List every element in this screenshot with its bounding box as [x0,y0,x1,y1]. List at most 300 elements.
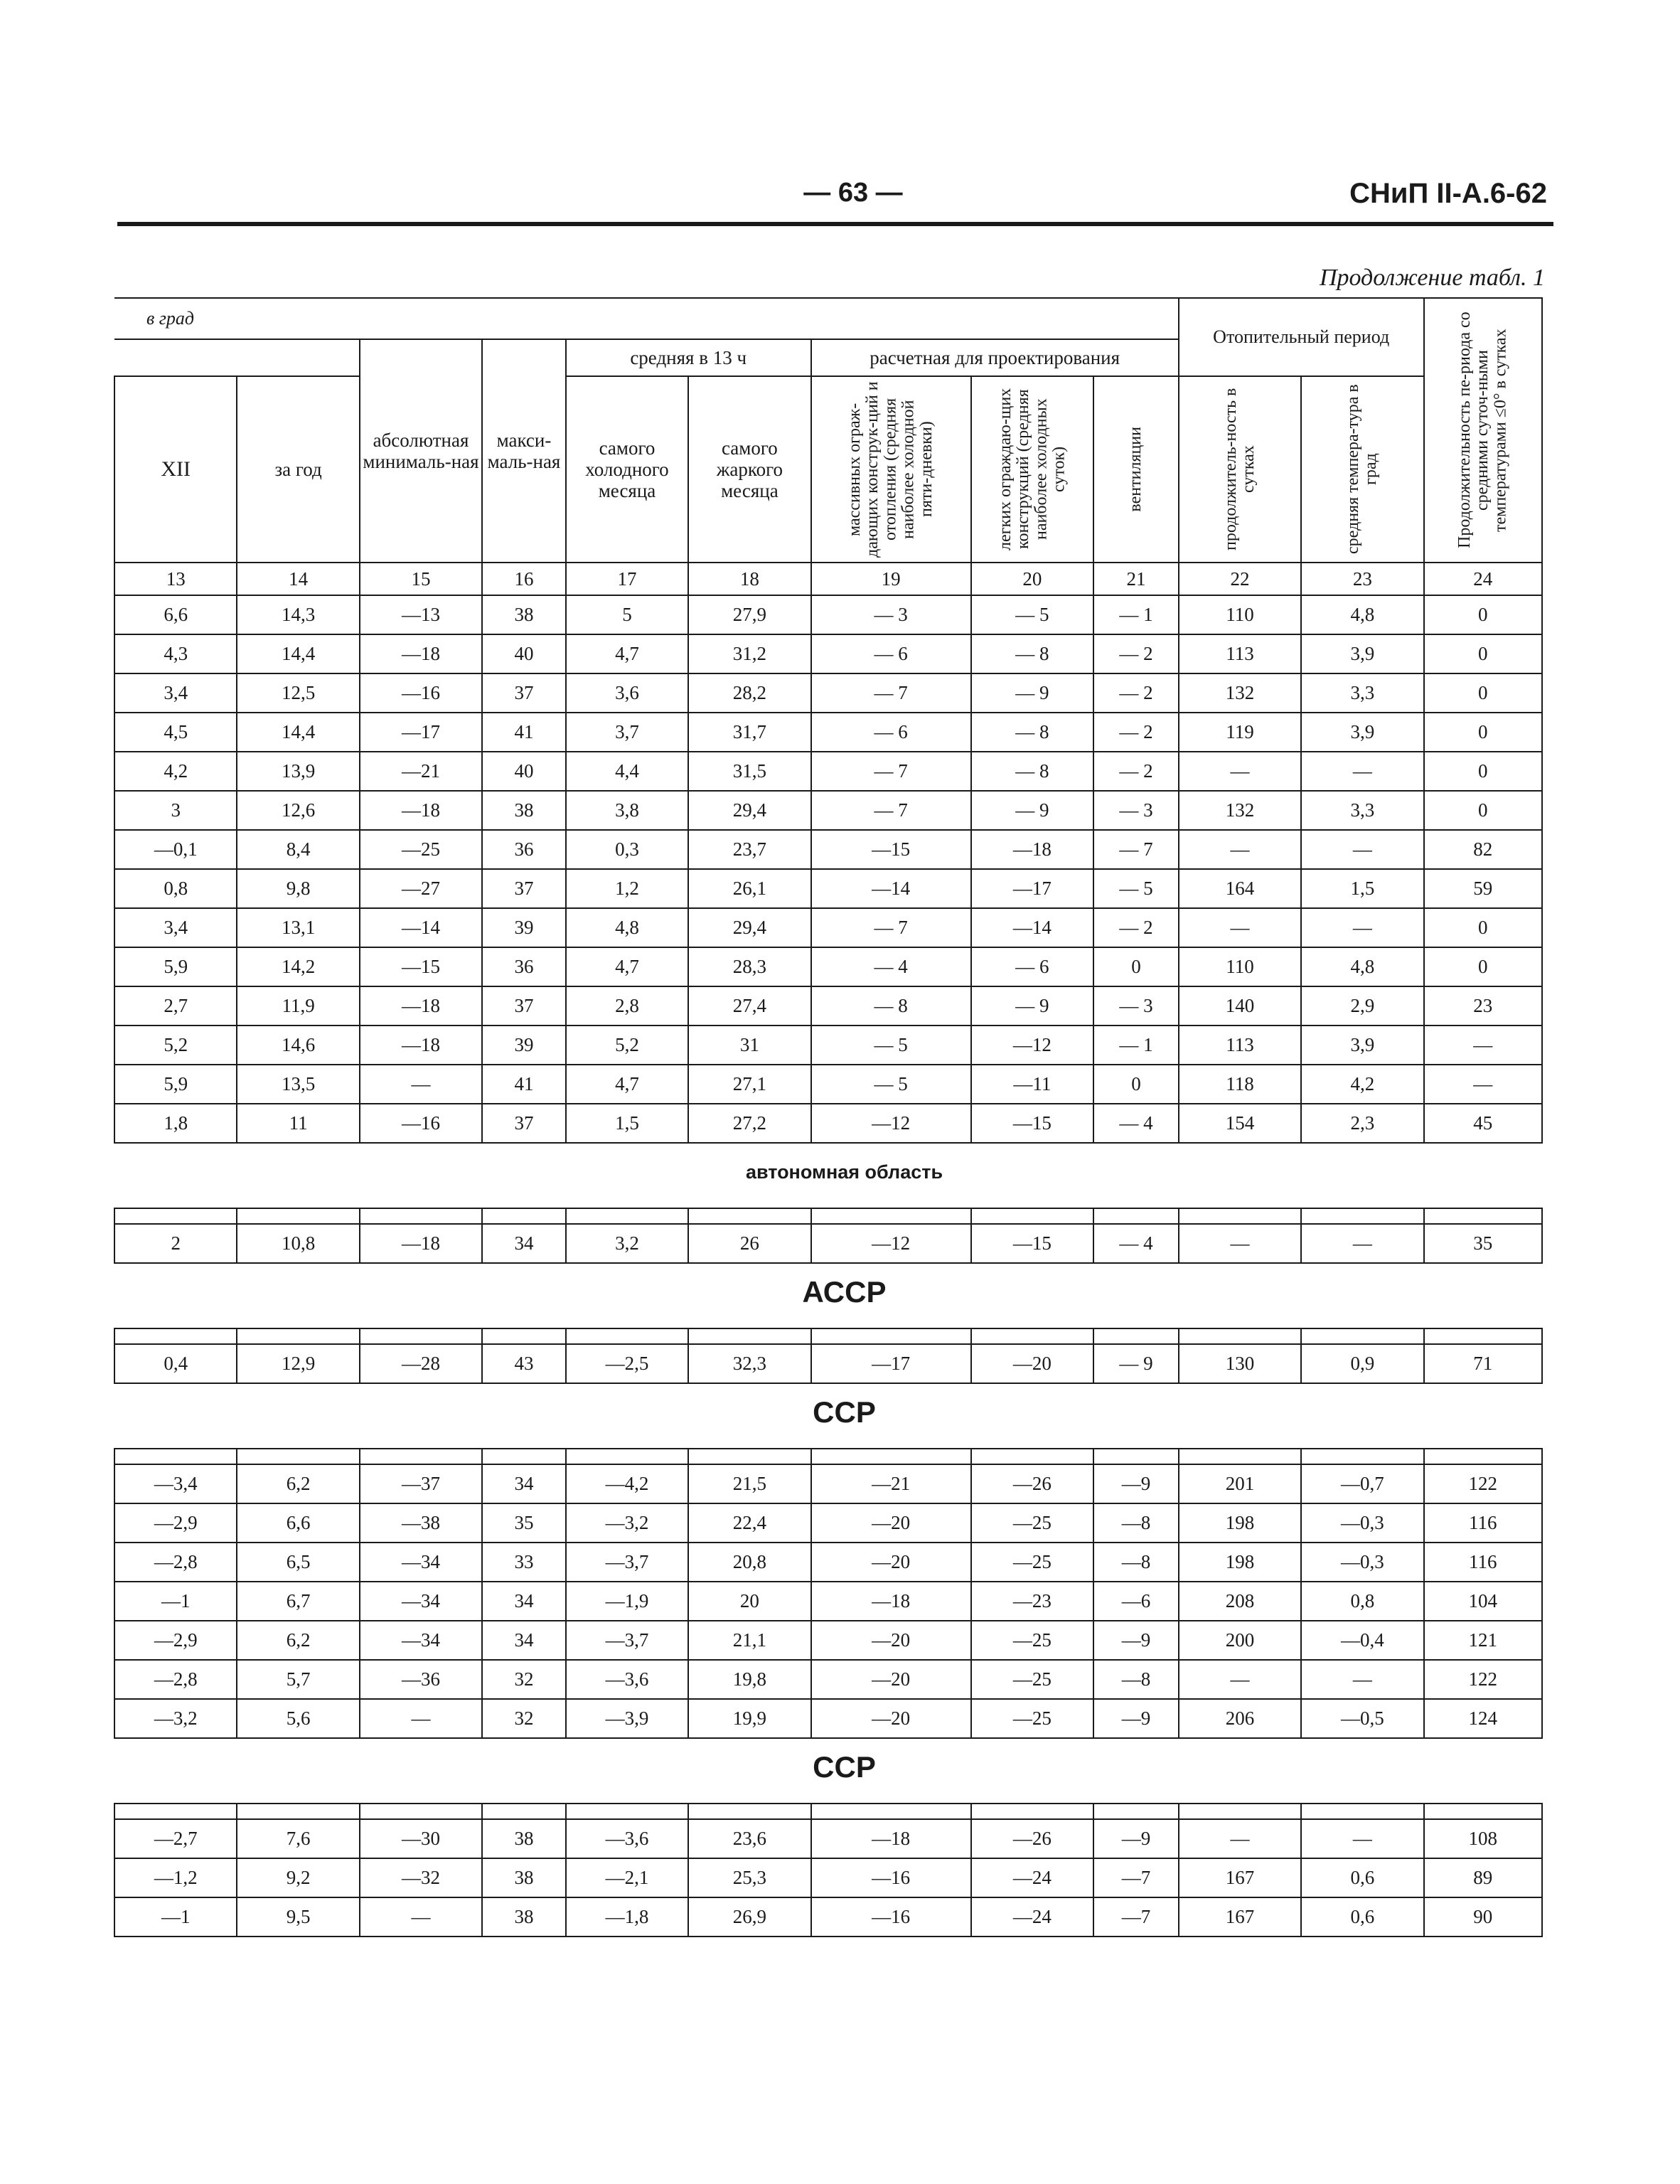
spacer-cell [1424,1328,1542,1344]
table-cell: — [1424,1026,1542,1065]
table-cell: —2,1 [566,1858,688,1897]
spacer-cell [971,1208,1093,1224]
table-cell: 6,6 [237,1503,359,1543]
table-cell: —9 [1093,1699,1179,1738]
table-cell: —28 [360,1344,482,1383]
spacer-cell [360,1804,482,1819]
table-row [114,986,1542,1026]
column-numbers-row [114,563,1542,595]
table-cell: —3,7 [566,1543,688,1582]
table-cell: 38 [482,1858,566,1897]
table-cell: —18 [360,986,482,1026]
table-cell: 108 [1424,1819,1542,1858]
table-cell: 39 [482,908,566,947]
table-cell: 43 [482,1344,566,1383]
table-cell: — [360,1065,482,1104]
table-cell: 14,4 [237,713,359,752]
table-cell: —3,7 [566,1621,688,1660]
table-cell: —0,3 [1301,1543,1423,1582]
table-cell: —23 [971,1582,1093,1621]
section-heading-row [114,1738,1542,1804]
spacer-cell [971,1328,1093,1344]
table-cell: —16 [811,1897,971,1937]
table-cell: 1,2 [566,869,688,908]
table-cell: 3,2 [566,1224,688,1263]
table-cell: 3,3 [1301,673,1423,713]
table-cell: —14 [971,908,1093,947]
table-cell: — 2 [1093,673,1179,713]
table-cell: —26 [971,1819,1093,1858]
spacer-cell [482,1208,566,1224]
section-heading: АССР [802,1275,887,1309]
section-spacer [114,1804,1542,1819]
table-cell: —15 [811,830,971,869]
table-cell: 10,8 [237,1224,359,1263]
table-cell: —27 [360,869,482,908]
table-cell: 200 [1179,1621,1301,1660]
table-cell: — [1301,1224,1423,1263]
spacer-cell [1093,1208,1179,1224]
header-blank [114,339,360,376]
table-cell: —0,7 [1301,1464,1423,1503]
table-cell: — [1179,1224,1301,1263]
spacer-cell [811,1328,971,1344]
table-cell: —20 [811,1543,971,1582]
table-cell: —34 [360,1621,482,1660]
table-cell: —2,5 [566,1344,688,1383]
table-cell: 4,8 [1301,947,1423,986]
table-cell: 167 [1179,1897,1301,1937]
table-cell: 9,5 [237,1897,359,1937]
table-cell: 21,5 [688,1464,810,1503]
table-row [114,1344,1542,1383]
table-cell: —38 [360,1503,482,1543]
table-cell: —18 [360,634,482,673]
table-cell: —17 [811,1344,971,1383]
table-cell: — 4 [1093,1104,1179,1143]
table-cell: 23,6 [688,1819,810,1858]
table-cell: 29,4 [688,908,810,947]
table-cell: 2,7 [114,986,237,1026]
table-cell: 0 [1424,673,1542,713]
group-design-header: расчетная для проектирования [811,339,1179,376]
table-cell: 4,5 [114,713,237,752]
table-row [114,673,1542,713]
col-20-label: легких ограждаю-щих конструкций (средняя наиболее холодных суток) [995,388,1069,551]
table-cell: —2,9 [114,1621,237,1660]
table-cell: —17 [971,869,1093,908]
table-cell: 27,4 [688,986,810,1026]
table-cell: 41 [482,713,566,752]
table-cell: — 1 [1093,595,1179,634]
table-cell: 31,2 [688,634,810,673]
table-cell: 122 [1424,1660,1542,1699]
table-cell: —8 [1093,1660,1179,1699]
table-cell: 113 [1179,634,1301,673]
table-cell: 3,3 [1301,791,1423,830]
table-cell: —3,6 [566,1660,688,1699]
table-cell: 4,2 [1301,1065,1423,1104]
table-cell: 39 [482,1026,566,1065]
table-row [114,752,1542,791]
table-cell: — 6 [811,713,971,752]
table-row [114,830,1542,869]
table-cell: 38 [482,595,566,634]
table-cell: 36 [482,947,566,986]
table-cell: — 2 [1093,634,1179,673]
table-cell: 116 [1424,1503,1542,1543]
table-cell: 167 [1179,1858,1301,1897]
table-cell: —3,2 [114,1699,237,1738]
table-cell: —25 [971,1699,1093,1738]
table-cell: 32 [482,1660,566,1699]
table-cell: —14 [360,908,482,947]
table-cell: —20 [811,1660,971,1699]
table-cell: 20 [688,1582,810,1621]
table-cell: — [1179,830,1301,869]
spacer-cell [1301,1328,1423,1344]
table-cell: 0,4 [114,1344,237,1383]
spacer-cell [1179,1449,1301,1464]
table-cell: 198 [1179,1543,1301,1582]
section-heading-row [114,1263,1542,1328]
spacer-cell [1179,1328,1301,1344]
column-number: 18 [688,563,810,595]
table-cell: — [1301,1660,1423,1699]
column-number: 17 [566,563,688,595]
table-cell: 27,2 [688,1104,810,1143]
table-cell: 0,9 [1301,1344,1423,1383]
table-cell: 27,9 [688,595,810,634]
spacer-cell [971,1449,1093,1464]
col-22-header [1179,376,1301,563]
table-cell: — [1179,752,1301,791]
table-cell: — 9 [1093,1344,1179,1383]
table-cell: —4,2 [566,1464,688,1503]
table-cell: — 4 [1093,1224,1179,1263]
table-cell: 31,7 [688,713,810,752]
table-row [114,1699,1542,1738]
column-number: 22 [1179,563,1301,595]
table-row [114,595,1542,634]
table-cell: —6 [1093,1582,1179,1621]
table-cell: 0,8 [114,869,237,908]
table-cell: 37 [482,869,566,908]
table-cell: —30 [360,1819,482,1858]
spacer-cell [1179,1208,1301,1224]
table-cell: —9 [1093,1621,1179,1660]
table-cell: —1 [114,1582,237,1621]
spacer-cell [1301,1208,1423,1224]
table-cell: —18 [811,1819,971,1858]
table-cell: 0 [1424,947,1542,986]
spacer-cell [360,1208,482,1224]
table-cell: 5,7 [237,1660,359,1699]
table-cell: 12,9 [237,1344,359,1383]
table-cell: 208 [1179,1582,1301,1621]
table-cell: —18 [360,791,482,830]
table-cell: —9 [1093,1819,1179,1858]
table-cell: —15 [971,1224,1093,1263]
table-cell: — 2 [1093,752,1179,791]
table-cell: 3,9 [1301,713,1423,752]
table-cell: —25 [971,1621,1093,1660]
table-cell: —15 [971,1104,1093,1143]
table-cell: 34 [482,1582,566,1621]
table-cell: 25,3 [688,1858,810,1897]
table-cell: 0,3 [566,830,688,869]
col-18-header: самого жаркого месяца [688,376,810,563]
table-cell: — [1179,1660,1301,1699]
table-row [114,1858,1542,1897]
table-row [114,1026,1542,1065]
table-cell: 22,4 [688,1503,810,1543]
table-cell: —8 [1093,1503,1179,1543]
table-row [114,1104,1542,1143]
table-cell: 0,6 [1301,1858,1423,1897]
table-cell: 0 [1424,634,1542,673]
table-cell: — 8 [971,713,1093,752]
table-cell: —0,1 [114,830,237,869]
table-cell: 19,9 [688,1699,810,1738]
group-13h-header: средняя в 13 ч [566,339,811,376]
table-cell: — [1301,1819,1423,1858]
table-cell: — [360,1897,482,1937]
spacer-cell [688,1804,810,1819]
section-heading-row [114,1383,1542,1449]
table-cell: 4,4 [566,752,688,791]
spacer-cell [688,1449,810,1464]
column-number: 14 [237,563,359,595]
table-cell: —3,6 [566,1819,688,1858]
table-cell: 33 [482,1543,566,1582]
spacer-cell [114,1328,237,1344]
column-number: 24 [1424,563,1542,595]
table-cell: 34 [482,1464,566,1503]
table-cell: 2,3 [1301,1104,1423,1143]
table-cell: — [1301,908,1423,947]
table-cell: 2 [114,1224,237,1263]
table-cell: 4,7 [566,1065,688,1104]
table-cell: 26 [688,1224,810,1263]
table-row [114,1065,1542,1104]
table-cell: 2,9 [1301,986,1423,1026]
table-cell: — 3 [1093,791,1179,830]
spacer-cell [114,1804,237,1819]
table-cell: 110 [1179,595,1301,634]
table-cell: — 5 [811,1065,971,1104]
table-cell: 8,4 [237,830,359,869]
spacer-cell [237,1449,359,1464]
col-24-header [1424,298,1542,563]
table-cell: 130 [1179,1344,1301,1383]
table-cell: 132 [1179,791,1301,830]
table-cell: 5,2 [566,1026,688,1065]
table-cell: 14,2 [237,947,359,986]
table-cell: 3,7 [566,713,688,752]
table-cell: —18 [811,1582,971,1621]
table-row [114,1224,1542,1263]
table-row [114,1543,1542,1582]
table-cell: 40 [482,634,566,673]
table-cell: —8 [1093,1543,1179,1582]
table-cell: 9,8 [237,869,359,908]
table-cell: —24 [971,1897,1093,1937]
col-23-label: средняя темпера-тура в град [1344,384,1381,555]
table-cell: 31 [688,1026,810,1065]
table-body [114,595,1542,1937]
table-cell: —20 [811,1503,971,1543]
section-heading: автономная область [745,1161,943,1183]
table-cell: — [1301,752,1423,791]
table-cell: —0,3 [1301,1503,1423,1543]
table-cell: 3,6 [566,673,688,713]
table-cell: —7 [1093,1897,1179,1937]
table-cell: — [1424,1065,1542,1104]
table-cell: —17 [360,713,482,752]
table-cell: 41 [482,1065,566,1104]
table-cell: 132 [1179,673,1301,713]
table-cell: —7 [1093,1858,1179,1897]
col-22-label: продолжитель-ность в сутках [1221,388,1258,551]
table-cell: 6,7 [237,1582,359,1621]
spacer-cell [1093,1328,1179,1344]
table-cell: 27,1 [688,1065,810,1104]
table-cell: —9 [1093,1464,1179,1503]
table-cell: 71 [1424,1344,1542,1383]
table-cell: — 5 [971,595,1093,634]
table-cell: 12,5 [237,673,359,713]
table-cell: —16 [811,1858,971,1897]
table-cell: —25 [971,1543,1093,1582]
table-row [114,1503,1542,1543]
table-cell: —34 [360,1582,482,1621]
table-row [114,713,1542,752]
table-cell: —0,4 [1301,1621,1423,1660]
table-cell: 31,5 [688,752,810,791]
table-row [114,1464,1542,1503]
table-cell: 6,5 [237,1543,359,1582]
spacer-cell [237,1208,359,1224]
spacer-cell [1424,1449,1542,1464]
table-cell: —12 [811,1104,971,1143]
table-cell: 5,9 [114,947,237,986]
table-cell: 140 [1179,986,1301,1026]
table-cell: 4,8 [566,908,688,947]
spacer-cell [482,1328,566,1344]
col-16-header: макси-маль-ная [482,339,566,563]
table-cell: — 7 [811,673,971,713]
table-cell: —1,9 [566,1582,688,1621]
section-heading: ССР [813,1395,876,1429]
table-cell: 6,6 [114,595,237,634]
spacer-cell [482,1449,566,1464]
table-cell: 4,8 [1301,595,1423,634]
spacer-cell [1301,1804,1423,1819]
table-cell: — 8 [811,986,971,1026]
table-cell: 34 [482,1224,566,1263]
table-cell: 122 [1424,1464,1542,1503]
table-cell: — 7 [811,908,971,947]
table-cell: 5 [566,595,688,634]
table-cell: 3 [114,791,237,830]
table-cell: 12,6 [237,791,359,830]
spacer-cell [237,1328,359,1344]
table-cell: —14 [811,869,971,908]
spacer-cell [114,1208,237,1224]
spacer-cell [1093,1449,1179,1464]
table-cell: 113 [1179,1026,1301,1065]
section-heading-row [114,1143,1542,1208]
spacer-cell [566,1804,688,1819]
col-23-header [1301,376,1423,563]
table-cell: 11 [237,1104,359,1143]
table-cell: —21 [811,1464,971,1503]
column-number: 16 [482,563,566,595]
table-cell: 23 [1424,986,1542,1026]
spacer-cell [971,1804,1093,1819]
table-cell: — 8 [971,634,1093,673]
col-21-header [1093,376,1179,563]
table-cell: 118 [1179,1065,1301,1104]
table-cell: 4,2 [114,752,237,791]
table-cell: 1,5 [1301,869,1423,908]
table-cell: — 6 [971,947,1093,986]
table-cell: —2,9 [114,1503,237,1543]
table-cell: —18 [360,1224,482,1263]
table-cell: —25 [360,830,482,869]
table-cell: —18 [360,1026,482,1065]
column-number: 23 [1301,563,1423,595]
section-spacer [114,1208,1542,1224]
table-cell: 29,4 [688,791,810,830]
table-cell: 32 [482,1699,566,1738]
table-cell: —37 [360,1464,482,1503]
spacer-cell [688,1328,810,1344]
table-cell: 35 [482,1503,566,1543]
table-cell: 89 [1424,1858,1542,1897]
table-cell: —2,8 [114,1543,237,1582]
table-cell: —18 [971,830,1093,869]
table-cell: 14,3 [237,595,359,634]
table-cell: —3,9 [566,1699,688,1738]
table-cell: 14,4 [237,634,359,673]
table-cell: 116 [1424,1543,1542,1582]
col-13-header: XII [114,376,237,563]
table-cell: —32 [360,1858,482,1897]
table-cell: 0 [1424,908,1542,947]
document-id: СНиП II-А.6-62 [1349,178,1547,209]
table-cell: — 2 [1093,713,1179,752]
col-20-header [971,376,1093,563]
table-row [114,947,1542,986]
spacer-cell [1093,1804,1179,1819]
table-cell: —13 [360,595,482,634]
table-cell: — 1 [1093,1026,1179,1065]
table-cell: 45 [1424,1104,1542,1143]
table-cell: 4,7 [566,947,688,986]
table-cell: 5,6 [237,1699,359,1738]
table-cell: 37 [482,1104,566,1143]
table-cell: 20,8 [688,1543,810,1582]
table-row [114,1819,1542,1858]
table-cell: — 7 [1093,830,1179,869]
table-cell: —1,2 [114,1858,237,1897]
table-cell: 0 [1424,713,1542,752]
table-cell: 4,7 [566,634,688,673]
table-cell: — 3 [811,595,971,634]
spacer-cell [811,1449,971,1464]
